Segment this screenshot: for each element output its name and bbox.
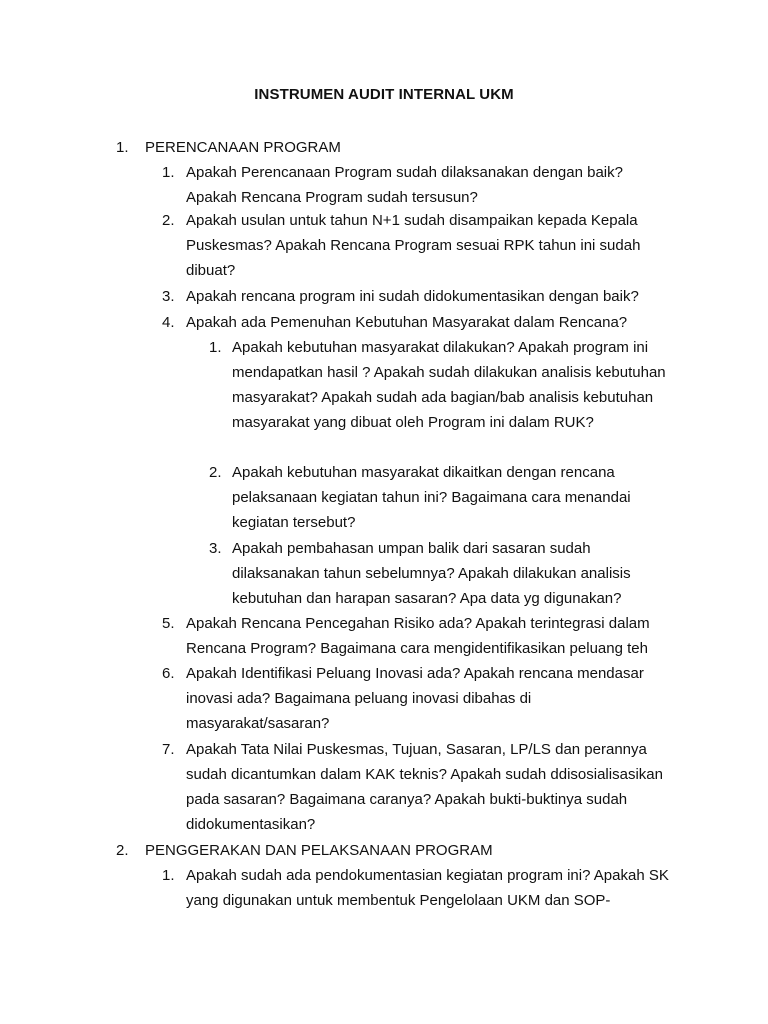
item-number: 1. [162, 867, 175, 884]
item-text: Apakah sudah ada pendokumentasian kegiatan program ini? Apakah SK yang digunakan untuk membentuk Pengelolaan UKM dan SOP- [186, 867, 669, 909]
list-item [162, 661, 672, 736]
list-item [162, 737, 672, 837]
section-title: PERENCANAAN PROGRAM [145, 139, 341, 156]
list-item [162, 160, 672, 210]
subitem-number: 2. [209, 464, 222, 481]
item-number: 3. [162, 288, 175, 305]
section-number: 2. [116, 842, 129, 859]
list-item [162, 611, 672, 661]
section-title: PENGGERAKAN DAN PELAKSANAAN PROGRAM [145, 842, 493, 859]
subitem-text: Apakah kebutuhan masyarakat dikaitkan dengan rencana pelaksanaan kegiatan tahun ini? Bagaimana cara menandai kegiatan tersebut? [232, 464, 631, 531]
sub-list-item [209, 335, 679, 435]
list-item [162, 208, 672, 283]
subitem-number: 1. [209, 339, 222, 356]
list-item [162, 310, 672, 335]
subitem-text: Apakah kebutuhan masyarakat dilakukan? Apakah program ini mendapatkan hasil ? Apakah sudah dilakukan analisis kebutuhan masyarakat? Apakah sudah ada bagian/bab analisis kebutuhan masyarakat yang dibuat oleh Program ini dalam RUK? [232, 339, 666, 431]
subitem-text: Apakah pembahasan umpan balik dari sasaran sudah dilaksanakan tahun sebelumnya? Apakah dilakukan analisis kebutuhan dan harapan sasaran? Apa data yg digunakan? [232, 540, 631, 607]
item-text: Apakah rencana program ini sudah didokumentasikan dengan baik? [186, 288, 639, 305]
sub-list-item [209, 536, 679, 611]
item-number: 5. [162, 615, 175, 632]
document-title: INSTRUMEN AUDIT INTERNAL UKM [254, 86, 514, 103]
section-heading-penggerakan [116, 838, 493, 863]
list-item [162, 284, 672, 309]
item-number: 6. [162, 665, 175, 682]
item-text: Apakah Identifikasi Peluang Inovasi ada? Apakah rencana mendasar inovasi ada? Bagaimana peluang inovasi dibahas di masyarakat/sasaran? [186, 665, 644, 732]
sub-list-item [209, 460, 679, 535]
item-number: 2. [162, 212, 175, 229]
item-text: Apakah Tata Nilai Puskesmas, Tujuan, Sasaran, LP/LS dan perannya sudah dicantumkan dalam KAK teknis? Apakah sudah ddisosialisasikan pada sasaran? Bagaimana caranya? Apakah bukti-buktinya sudah didokumentasikan? [186, 741, 663, 833]
subitem-number: 3. [209, 540, 222, 557]
item-number: 4. [162, 314, 175, 331]
item-text: Apakah ada Pemenuhan Kebutuhan Masyarakat dalam Rencana? [186, 314, 628, 331]
section-heading-perencanaan [116, 135, 341, 160]
item-number: 1. [162, 164, 175, 181]
item-number: 7. [162, 741, 175, 758]
list-item [162, 863, 672, 913]
item-text: Apakah usulan untuk tahun N+1 sudah disampaikan kepada Kepala Puskesmas? Apakah Rencana Program sesuai RPK tahun ini sudah dibuat? [186, 212, 641, 279]
item-text: Apakah Rencana Pencegahan Risiko ada? Apakah terintegrasi dalam Rencana Program? Bagaimana cara mengidentifikasikan peluang teh [186, 615, 650, 657]
section-number: 1. [116, 139, 129, 156]
item-text: Apakah Perencanaan Program sudah dilaksanakan dengan baik? Apakah Rencana Program sudah tersusun? [186, 164, 623, 206]
